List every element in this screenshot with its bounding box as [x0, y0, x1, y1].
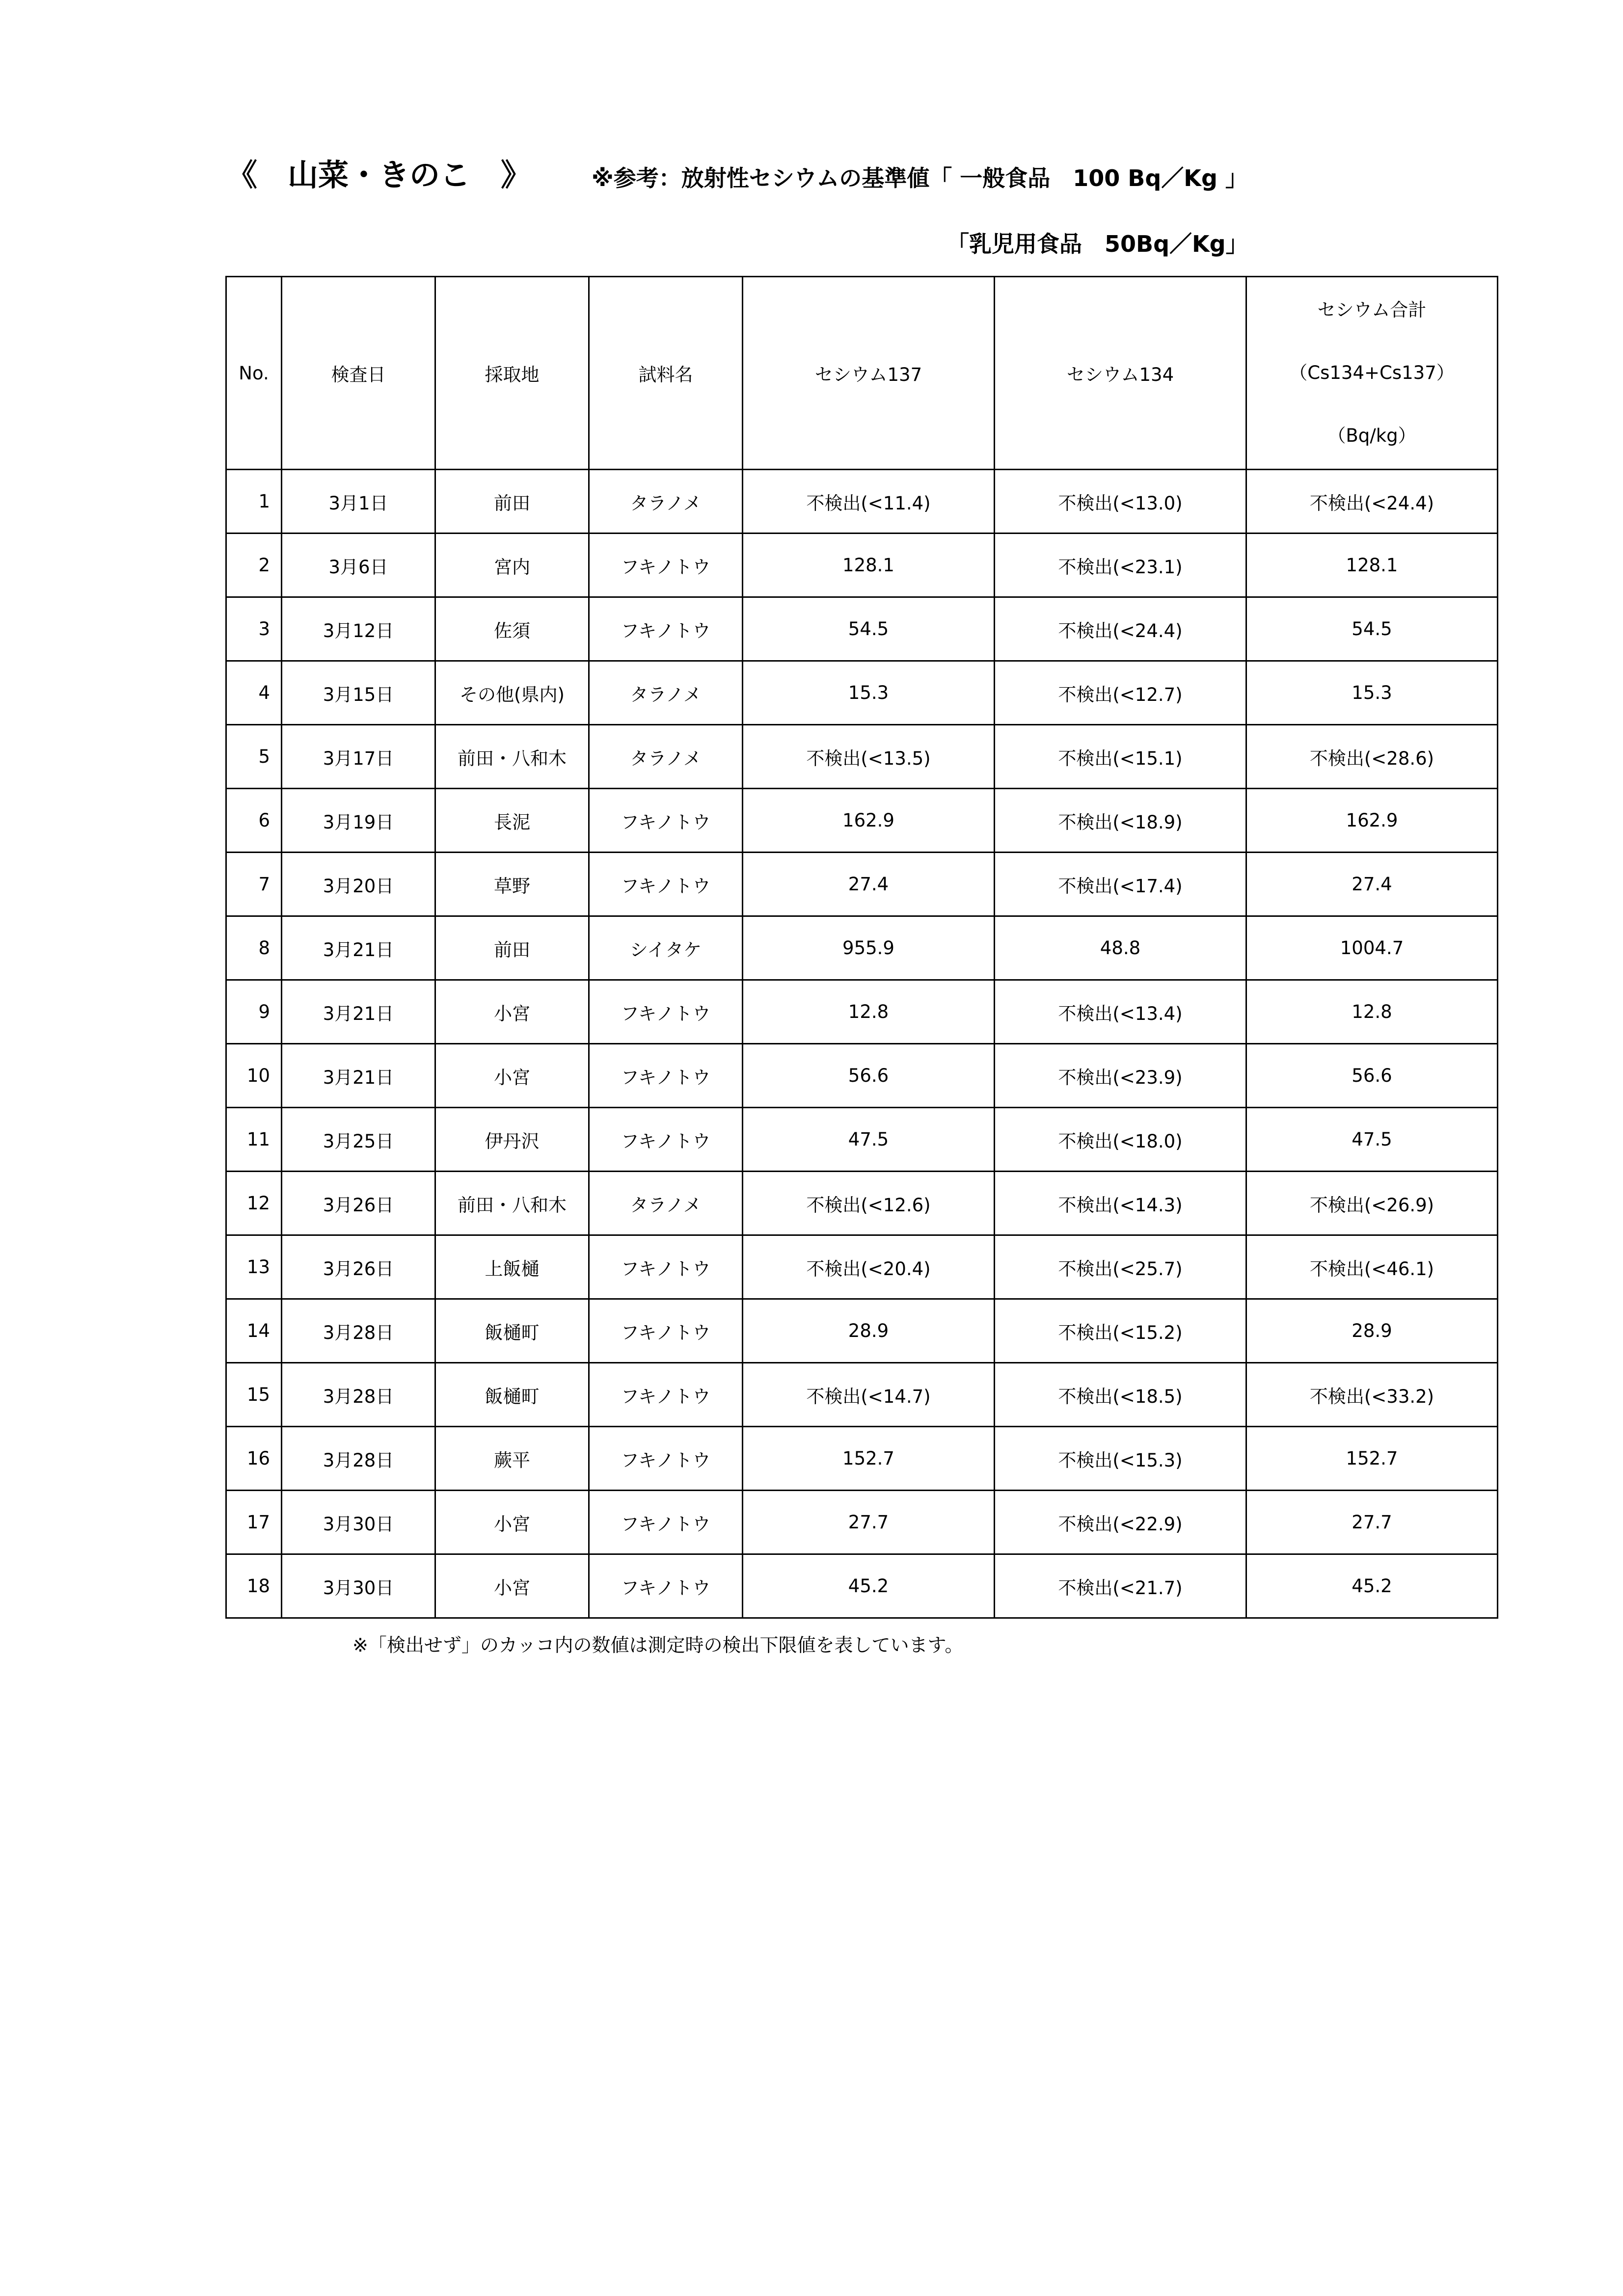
cell-total: 不検出(<33.2) — [1246, 1363, 1498, 1427]
cell-cs137: 128.1 — [743, 534, 995, 597]
cell-date: 3月26日 — [282, 1235, 435, 1299]
table-header-row — [226, 277, 1498, 470]
cell-sample: フキノトウ — [589, 1108, 743, 1172]
cell-no: 10 — [226, 1044, 282, 1108]
cell-cs134: 不検出(<18.5) — [995, 1363, 1246, 1427]
cell-cs137: 不検出(<13.5) — [743, 725, 995, 789]
cell-total: 不検出(<28.6) — [1246, 725, 1498, 789]
cell-sample: タラノメ — [589, 725, 743, 789]
cell-cs134: 不検出(<18.9) — [995, 789, 1246, 853]
cell-location: 蕨平 — [435, 1427, 589, 1491]
cell-date: 3月28日 — [282, 1299, 435, 1363]
cell-cs134: 不検出(<15.3) — [995, 1427, 1246, 1491]
cell-no: 7 — [226, 853, 282, 916]
header-cs134: セシウム134 — [995, 277, 1246, 470]
cell-location: 佐須 — [435, 597, 589, 661]
cell-no: 16 — [226, 1427, 282, 1491]
cell-date: 3月30日 — [282, 1554, 435, 1618]
cell-date: 3月28日 — [282, 1427, 435, 1491]
cell-cs134: 不検出(<24.4) — [995, 597, 1246, 661]
cell-cs137: 45.2 — [743, 1554, 995, 1618]
cell-no: 2 — [226, 534, 282, 597]
cell-location: 小宮 — [435, 980, 589, 1044]
table-row — [226, 1554, 1498, 1618]
cell-cs134: 不検出(<23.9) — [995, 1044, 1246, 1108]
cell-date: 3月25日 — [282, 1108, 435, 1172]
cell-total: 54.5 — [1246, 597, 1498, 661]
cell-cs134: 不検出(<21.7) — [995, 1554, 1246, 1618]
cell-cs137: 28.9 — [743, 1299, 995, 1363]
cell-no: 11 — [226, 1108, 282, 1172]
header-total-line3: （Bq/kg） — [1327, 425, 1416, 446]
cell-sample: タラノメ — [589, 470, 743, 534]
cell-date: 3月6日 — [282, 534, 435, 597]
cell-date: 3月20日 — [282, 853, 435, 916]
cell-location: 小宮 — [435, 1491, 589, 1554]
header-location: 採取地 — [435, 277, 589, 470]
cell-sample: フキノトウ — [589, 1363, 743, 1427]
cell-cs137: 27.7 — [743, 1491, 995, 1554]
cell-sample: タラノメ — [589, 1172, 743, 1235]
cell-cs134: 不検出(<15.1) — [995, 725, 1246, 789]
cell-date: 3月21日 — [282, 1044, 435, 1108]
cell-cs137: 不検出(<14.7) — [743, 1363, 995, 1427]
cell-date: 3月21日 — [282, 980, 435, 1044]
cell-location: 前田・八和木 — [435, 1172, 589, 1235]
cell-no: 1 — [226, 470, 282, 534]
cell-location: 飯樋町 — [435, 1363, 589, 1427]
cell-sample: フキノトウ — [589, 534, 743, 597]
cell-cs137: 54.5 — [743, 597, 995, 661]
cell-location: 飯樋町 — [435, 1299, 589, 1363]
cell-cs134: 不検出(<17.4) — [995, 853, 1246, 916]
cell-location: その他(県内) — [435, 661, 589, 725]
cell-total: 27.7 — [1246, 1491, 1498, 1554]
cell-location: 伊丹沢 — [435, 1108, 589, 1172]
cell-date: 3月19日 — [282, 789, 435, 853]
cell-cs137: 152.7 — [743, 1427, 995, 1491]
cell-no: 13 — [226, 1235, 282, 1299]
table-row — [226, 661, 1498, 725]
cell-cs137: 56.6 — [743, 1044, 995, 1108]
cell-no: 12 — [226, 1172, 282, 1235]
table-row — [226, 1108, 1498, 1172]
header-total-line2: （Cs134+Cs137） — [1289, 362, 1455, 383]
cell-total: 不検出(<24.4) — [1246, 470, 1498, 534]
cell-total: 不検出(<26.9) — [1246, 1172, 1498, 1235]
table-row — [226, 1299, 1498, 1363]
cell-cs137: 162.9 — [743, 789, 995, 853]
cell-location: 上飯樋 — [435, 1235, 589, 1299]
cell-sample: フキノトウ — [589, 980, 743, 1044]
cell-cs134: 不検出(<12.7) — [995, 661, 1246, 725]
cell-no: 14 — [226, 1299, 282, 1363]
cell-cs137: 不検出(<12.6) — [743, 1172, 995, 1235]
cell-sample: フキノトウ — [589, 853, 743, 916]
cell-sample: フキノトウ — [589, 1554, 743, 1618]
cell-total: 28.9 — [1246, 1299, 1498, 1363]
cell-total: 不検出(<46.1) — [1246, 1235, 1498, 1299]
cell-cs137: 47.5 — [743, 1108, 995, 1172]
cell-sample: フキノトウ — [589, 1235, 743, 1299]
cell-cs134: 不検出(<13.0) — [995, 470, 1246, 534]
cell-total: 1004.7 — [1246, 916, 1498, 980]
table-row — [226, 789, 1498, 853]
cell-no: 6 — [226, 789, 282, 853]
table-row — [226, 470, 1498, 534]
table-row — [226, 853, 1498, 916]
table-row — [226, 1044, 1498, 1108]
cell-no: 18 — [226, 1554, 282, 1618]
cell-cs137: 不検出(<20.4) — [743, 1235, 995, 1299]
cell-no: 17 — [226, 1491, 282, 1554]
cell-sample: フキノトウ — [589, 1427, 743, 1491]
table-row — [226, 534, 1498, 597]
header-no: No. — [226, 277, 282, 470]
cell-total: 27.4 — [1246, 853, 1498, 916]
table-row — [226, 1172, 1498, 1235]
cell-total: 47.5 — [1246, 1108, 1498, 1172]
cell-cs137: 15.3 — [743, 661, 995, 725]
cell-cs134: 不検出(<25.7) — [995, 1235, 1246, 1299]
table-row — [226, 1427, 1498, 1491]
cell-sample: フキノトウ — [589, 789, 743, 853]
footnote: ※「検出せず」のカッコ内の数値は測定時の検出下限値を表しています。 — [352, 1634, 964, 1656]
header-date: 検査日 — [282, 277, 435, 470]
table-row — [226, 916, 1498, 980]
cell-date: 3月15日 — [282, 661, 435, 725]
cell-cs134: 48.8 — [995, 916, 1246, 980]
cell-total: 45.2 — [1246, 1554, 1498, 1618]
cell-date: 3月17日 — [282, 725, 435, 789]
cell-sample: フキノトウ — [589, 1044, 743, 1108]
cell-location: 草野 — [435, 853, 589, 916]
cell-total: 12.8 — [1246, 980, 1498, 1044]
cell-total: 152.7 — [1246, 1427, 1498, 1491]
cell-location: 小宮 — [435, 1554, 589, 1618]
table-row — [226, 980, 1498, 1044]
cell-date: 3月12日 — [282, 597, 435, 661]
cell-no: 8 — [226, 916, 282, 980]
standard-infant-food: 「乳児用食品 50Bq／Kg」 — [947, 231, 1248, 257]
cell-no: 5 — [226, 725, 282, 789]
cell-location: 宮内 — [435, 534, 589, 597]
header-total — [1246, 277, 1498, 470]
cell-total: 162.9 — [1246, 789, 1498, 853]
cell-date: 3月26日 — [282, 1172, 435, 1235]
cell-cs134: 不検出(<22.9) — [995, 1491, 1246, 1554]
cell-no: 9 — [226, 980, 282, 1044]
table-row — [226, 1491, 1498, 1554]
cell-location: 前田 — [435, 470, 589, 534]
header-total-line1: セシウム合計 — [1317, 299, 1427, 320]
standard-general-food: ※参考：放射性セシウムの基準値「 一般食品 100 Bq／Kg 」 — [592, 165, 1248, 191]
cell-total: 56.6 — [1246, 1044, 1498, 1108]
cell-location: 前田 — [435, 916, 589, 980]
cell-cs134: 不検出(<23.1) — [995, 534, 1246, 597]
cell-date: 3月28日 — [282, 1363, 435, 1427]
cell-cs137: 不検出(<11.4) — [743, 470, 995, 534]
cell-total: 128.1 — [1246, 534, 1498, 597]
cell-date: 3月30日 — [282, 1491, 435, 1554]
cell-location: 長泥 — [435, 789, 589, 853]
table-row — [226, 725, 1498, 789]
cell-date: 3月1日 — [282, 470, 435, 534]
cell-sample: フキノトウ — [589, 1299, 743, 1363]
table-row — [226, 1235, 1498, 1299]
cell-cs137: 12.8 — [743, 980, 995, 1044]
table-row — [226, 597, 1498, 661]
cell-sample: フキノトウ — [589, 597, 743, 661]
header-sample: 試料名 — [589, 277, 743, 470]
table-row — [226, 1363, 1498, 1427]
cell-cs134: 不検出(<18.0) — [995, 1108, 1246, 1172]
cell-cs134: 不検出(<13.4) — [995, 980, 1246, 1044]
cell-cs134: 不検出(<15.2) — [995, 1299, 1246, 1363]
cell-cs137: 955.9 — [743, 916, 995, 980]
cell-cs134: 不検出(<14.3) — [995, 1172, 1246, 1235]
page-title: 《 山菜・きのこ 》 — [227, 157, 532, 193]
cell-no: 4 — [226, 661, 282, 725]
header-cs137: セシウム137 — [743, 277, 995, 470]
cell-cs137: 27.4 — [743, 853, 995, 916]
cell-sample: タラノメ — [589, 661, 743, 725]
results-table — [225, 276, 1498, 1619]
cell-location: 前田・八和木 — [435, 725, 589, 789]
cell-no: 3 — [226, 597, 282, 661]
cell-sample: フキノトウ — [589, 1491, 743, 1554]
cell-no: 15 — [226, 1363, 282, 1427]
cell-sample: シイタケ — [589, 916, 743, 980]
cell-total: 15.3 — [1246, 661, 1498, 725]
cell-location: 小宮 — [435, 1044, 589, 1108]
cell-date: 3月21日 — [282, 916, 435, 980]
